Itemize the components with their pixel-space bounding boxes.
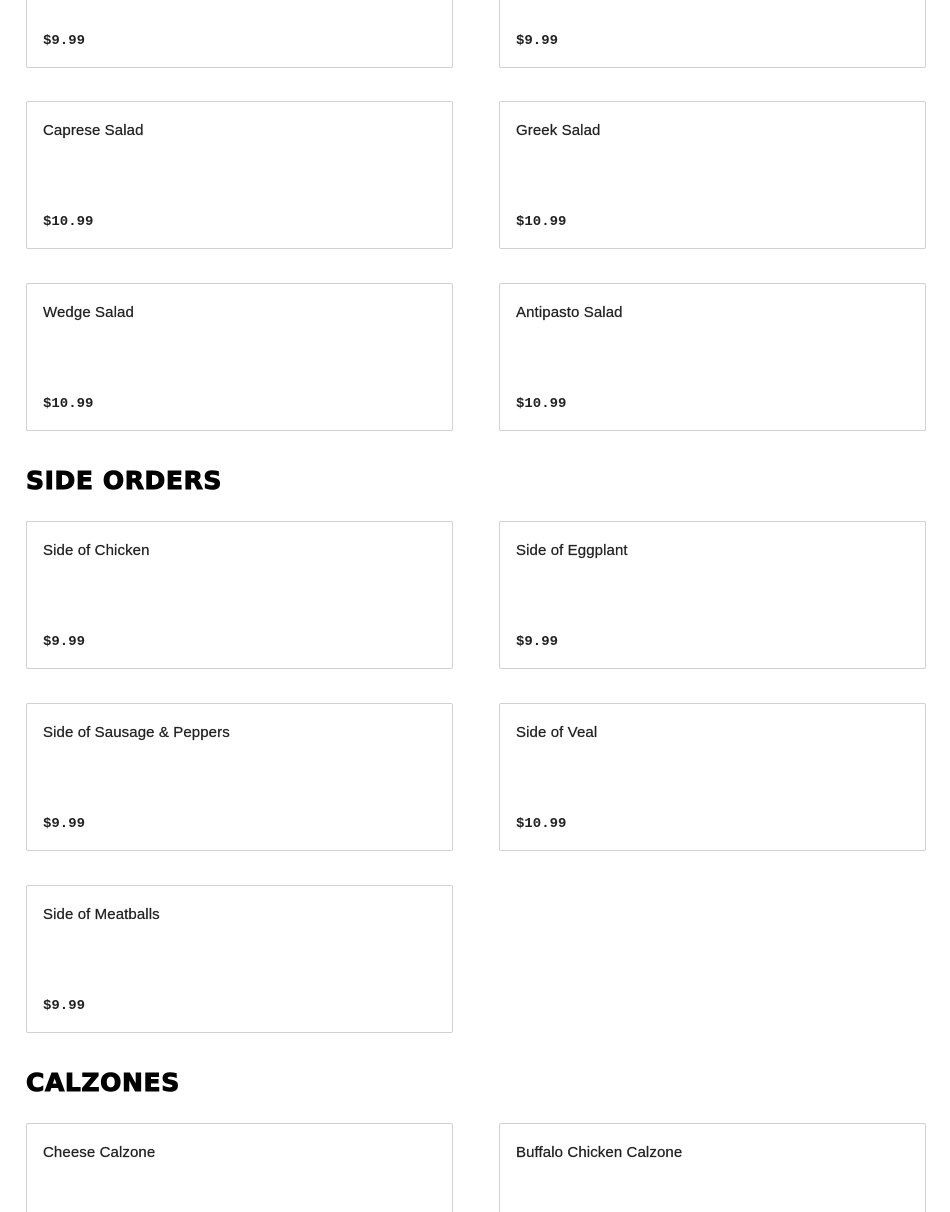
section-title-side-orders: SIDE ORDERS [26, 466, 223, 495]
menu-item-name: Side of Veal [516, 724, 598, 741]
menu-item-card[interactable] [26, 885, 453, 1033]
menu-item-name: Wedge Salad [43, 304, 134, 321]
menu-item-card[interactable] [26, 521, 453, 669]
menu-item-price: $10.99 [516, 816, 567, 832]
menu-item-card[interactable] [499, 521, 926, 669]
menu-item-name: Antipasto Salad [516, 304, 623, 321]
menu-item-card[interactable] [499, 283, 926, 431]
menu-item-name: Side of Sausage & Peppers [43, 724, 230, 741]
menu-item-card[interactable] [499, 0, 926, 68]
menu-item-price: $9.99 [43, 816, 86, 832]
menu-item-card[interactable] [26, 0, 453, 68]
menu-item-name: Caprese Salad [43, 122, 144, 139]
menu-item-card[interactable] [26, 703, 453, 851]
menu-item-price: $10.99 [43, 214, 94, 230]
menu-item-card[interactable] [499, 703, 926, 851]
menu-item-price: $10.99 [516, 396, 567, 412]
menu-item-card[interactable] [26, 1123, 453, 1212]
menu-item-name: Side of Eggplant [516, 542, 628, 559]
menu-item-price: $9.99 [516, 33, 559, 49]
menu-item-name: Buffalo Chicken Calzone [516, 1144, 683, 1161]
menu-item-name: Cheese Calzone [43, 1144, 156, 1161]
menu-item-price: $10.99 [516, 214, 567, 230]
menu-item-price: $9.99 [43, 33, 86, 49]
menu-item-price: $9.99 [516, 634, 559, 650]
menu-item-name: Side of Meatballs [43, 906, 160, 923]
menu-item-price: $9.99 [43, 634, 86, 650]
menu-item-name: Greek Salad [516, 122, 601, 139]
menu-item-card[interactable] [499, 1123, 926, 1212]
menu-item-name: Side of Chicken [43, 542, 150, 559]
section-title-calzones: CALZONES [26, 1068, 180, 1097]
menu-item-price: $9.99 [43, 998, 86, 1014]
menu-item-card[interactable] [26, 101, 453, 249]
menu-item-price: $10.99 [43, 396, 94, 412]
menu-item-card[interactable] [499, 101, 926, 249]
menu-item-card[interactable] [26, 283, 453, 431]
